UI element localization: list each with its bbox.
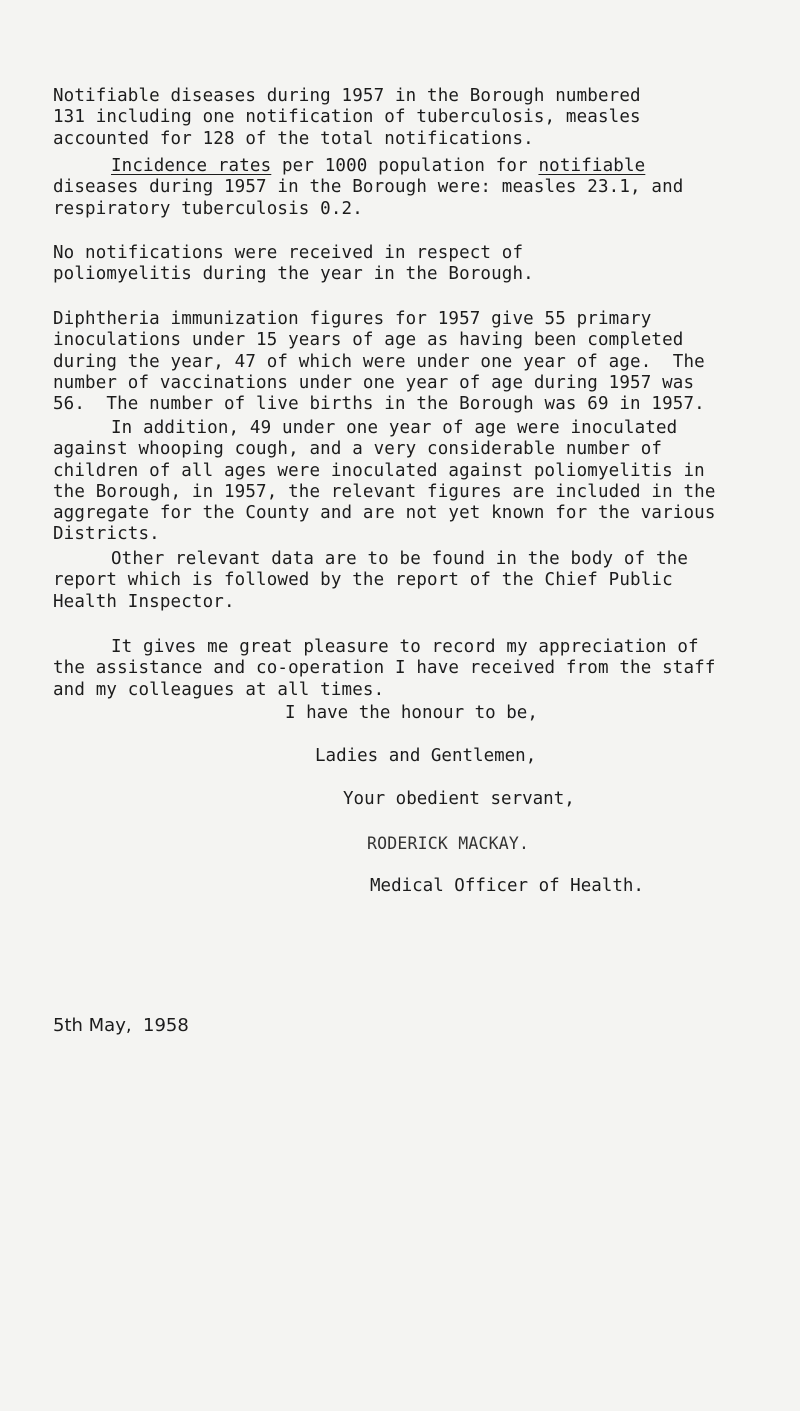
text-line: the Borough, in 1957, the relevant figures are included in the	[53, 481, 716, 502]
signature-name: RODERICK MACKAY.	[367, 834, 530, 853]
text-line	[53, 156, 753, 177]
text-line: number of vaccinations under one year of age during 1957 was	[53, 372, 695, 393]
text-line: aggregate for the County and are not yet known for the various	[53, 503, 716, 524]
text-line: poliomyelitis during the year in the Borough.	[53, 264, 534, 285]
text-line: diseases during 1957 in the Borough were: measles 23.1, and	[53, 177, 684, 198]
report-date: 5th May, 1958	[53, 1015, 189, 1036]
text-line: Other relevant data are to be found in the body of the	[111, 549, 689, 569]
text-line: the assistance and co-operation I have received from the staff	[53, 658, 716, 679]
paragraph-other-data	[53, 549, 753, 613]
paragraph-whooping-cough	[53, 418, 753, 546]
closing-servant: Your obedient servant,	[343, 789, 575, 809]
text-line: children of all ages were inoculated against poliomyelitis in	[53, 460, 705, 481]
signature-title: Medical Officer of Health.	[370, 876, 644, 896]
paragraph-diphtheria	[53, 309, 753, 415]
text-line: Diphtheria immunization figures for 1957 give 55 primary	[53, 309, 652, 329]
text-line: No notifications were received in respect of	[53, 243, 524, 263]
text-line: In addition, 49 under one year of age were inoculated	[111, 418, 678, 438]
underlined-heading: notifiable	[538, 156, 646, 176]
paragraph-appreciation	[53, 637, 753, 701]
text-line: Districts.	[53, 524, 160, 545]
text-line: inoculations under 15 years of age as having been completed	[53, 330, 684, 351]
text-line: during the year, 47 of which were under one year of age. The	[53, 351, 705, 372]
text-line: 131 including one notification of tuberculosis, measles	[53, 107, 641, 128]
text-line: and my colleagues at all times.	[53, 679, 385, 700]
text-line: It gives me great pleasure to record my appreciation of	[111, 637, 699, 657]
text-line: Notifiable diseases during 1957 in the Borough numbered	[53, 86, 641, 106]
paragraph-poliomyelitis	[53, 243, 753, 286]
paragraph-notifiable-diseases	[53, 86, 753, 150]
closing-salutation: Ladies and Gentlemen,	[315, 746, 537, 766]
closing-honour: I have the honour to be,	[285, 703, 538, 723]
text-line: respiratory tuberculosis 0.2.	[53, 198, 363, 219]
text-fragment: per 1000 population for	[271, 156, 539, 176]
text-line: against whooping cough, and a very considerable number of	[53, 439, 663, 460]
text-line: 56. The number of live births in the Borough was 69 in 1957.	[53, 394, 705, 415]
text-line: Health Inspector.	[53, 591, 235, 612]
paragraph-incidence-rates	[53, 156, 753, 220]
underlined-heading: Incidence rates	[111, 156, 272, 176]
text-line: report which is followed by the report of the Chief Public	[53, 570, 673, 591]
text-line: accounted for 128 of the total notifications.	[53, 128, 534, 149]
